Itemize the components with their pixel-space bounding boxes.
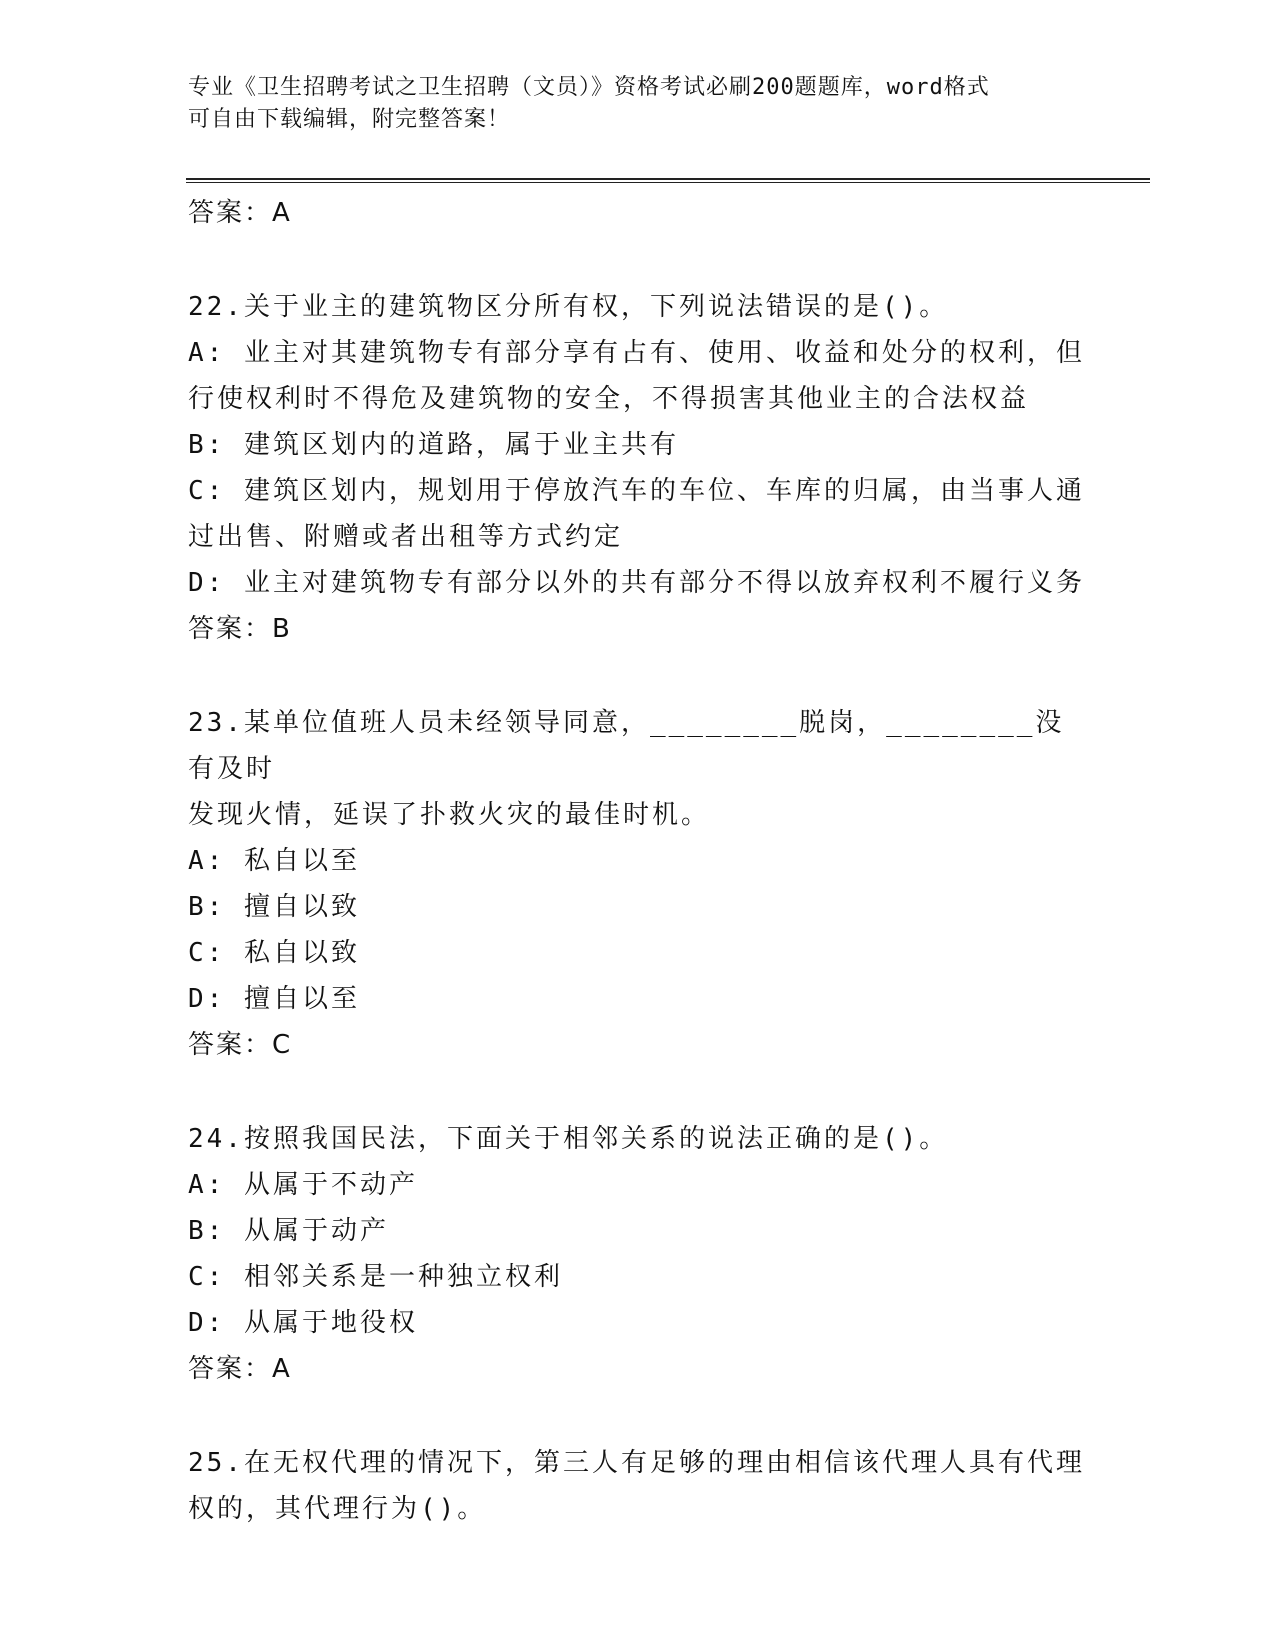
question-22-option-d: D: 业主对建筑物专有部分以外的共有部分不得以放弃权利不履行义务 <box>188 568 1085 598</box>
question-22-option-a-cont: 行使权利时不得危及建筑物的安全，不得损害其他业主的合法权益 <box>188 384 1030 414</box>
question-22-option-c-cont: 过出售、附赠或者出租等方式约定 <box>188 522 624 552</box>
question-23-option-b: B: 擅自以致 <box>188 892 360 922</box>
question-22-option-c: C: 建筑区划内，规划用于停放汽车的车位、车库的归属，由当事人通 <box>188 476 1085 506</box>
question-23-option-d: D: 擅自以至 <box>188 984 360 1014</box>
question-25 <box>188 1440 1088 1532</box>
question-23-text: 23.某单位值班人员未经领导同意，________脱岗，________没有及时 <box>188 708 1065 784</box>
question-22 <box>188 284 1088 652</box>
question-22-text: 22.关于业主的建筑物区分所有权，下列说法错误的是()。 <box>188 292 949 322</box>
header-divider <box>186 178 1150 183</box>
question-25-text-cont: 权的，其代理行为()。 <box>188 1494 487 1524</box>
question-25-text: 25.在无权代理的情况下，第三人有足够的理由相信该代理人具有代理 <box>188 1448 1085 1478</box>
question-24 <box>188 1116 1088 1392</box>
document-body <box>188 190 1088 1532</box>
question-23-text-cont: 发现火情，延误了扑救火灾的最佳时机。 <box>188 800 711 830</box>
document-header <box>188 72 1088 136</box>
question-24-option-a: A: 从属于不动产 <box>188 1170 418 1200</box>
question-24-answer: 答案：A <box>188 1354 292 1384</box>
question-24-option-b: B: 从属于动产 <box>188 1216 389 1246</box>
question-24-option-d: D: 从属于地役权 <box>188 1308 418 1338</box>
question-22-answer: 答案：B <box>188 614 292 644</box>
question-23-option-a: A: 私自以至 <box>188 846 360 876</box>
previous-answer: 答案：A <box>188 198 292 228</box>
header-title-line-2: 可自由下载编辑，附完整答案！ <box>188 107 511 132</box>
question-24-text: 24.按照我国民法，下面关于相邻关系的说法正确的是()。 <box>188 1124 949 1154</box>
question-24-option-c: C: 相邻关系是一种独立权利 <box>188 1262 563 1292</box>
question-22-option-a: A: 业主对其建筑物专有部分享有占有、使用、收益和处分的权利，但 <box>188 338 1085 368</box>
question-23-option-c: C: 私自以致 <box>188 938 360 968</box>
question-23 <box>188 700 1088 1068</box>
header-title-line-1: 专业《卫生招聘考试之卫生招聘（文员）》资格考试必刷200题题库，word格式 <box>188 75 990 100</box>
question-22-option-b: B: 建筑区划内的道路，属于业主共有 <box>188 430 679 460</box>
question-23-answer: 答案：C <box>188 1030 293 1060</box>
